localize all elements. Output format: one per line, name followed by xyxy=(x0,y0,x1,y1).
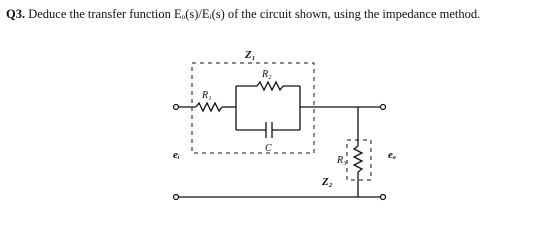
label-r1: R₁ xyxy=(202,90,212,101)
label-r2: R₂ xyxy=(262,69,272,80)
resistor-r2 xyxy=(257,82,283,90)
dashed-box-z1 xyxy=(192,63,314,153)
terminal-output-top xyxy=(381,105,386,110)
label-eo: eₒ xyxy=(388,149,397,161)
label-c: C xyxy=(265,143,272,154)
terminal-input-top xyxy=(174,105,179,110)
terminal-output-bottom xyxy=(381,195,386,200)
question-body: Deduce the transfer function Eₒ(s)/Eᵢ(s) of the circuit shown, using the impedance method. xyxy=(28,7,481,21)
label-z1: Z₁ xyxy=(245,49,256,61)
label-z2: Z₂ xyxy=(322,176,333,188)
terminal-input-bottom xyxy=(174,195,179,200)
label-r3: R₃ xyxy=(337,155,347,166)
resistor-r3 xyxy=(354,146,362,172)
question-number: Q3. xyxy=(6,7,26,21)
label-ei: eᵢ xyxy=(173,149,180,161)
resistor-r1 xyxy=(196,103,222,111)
